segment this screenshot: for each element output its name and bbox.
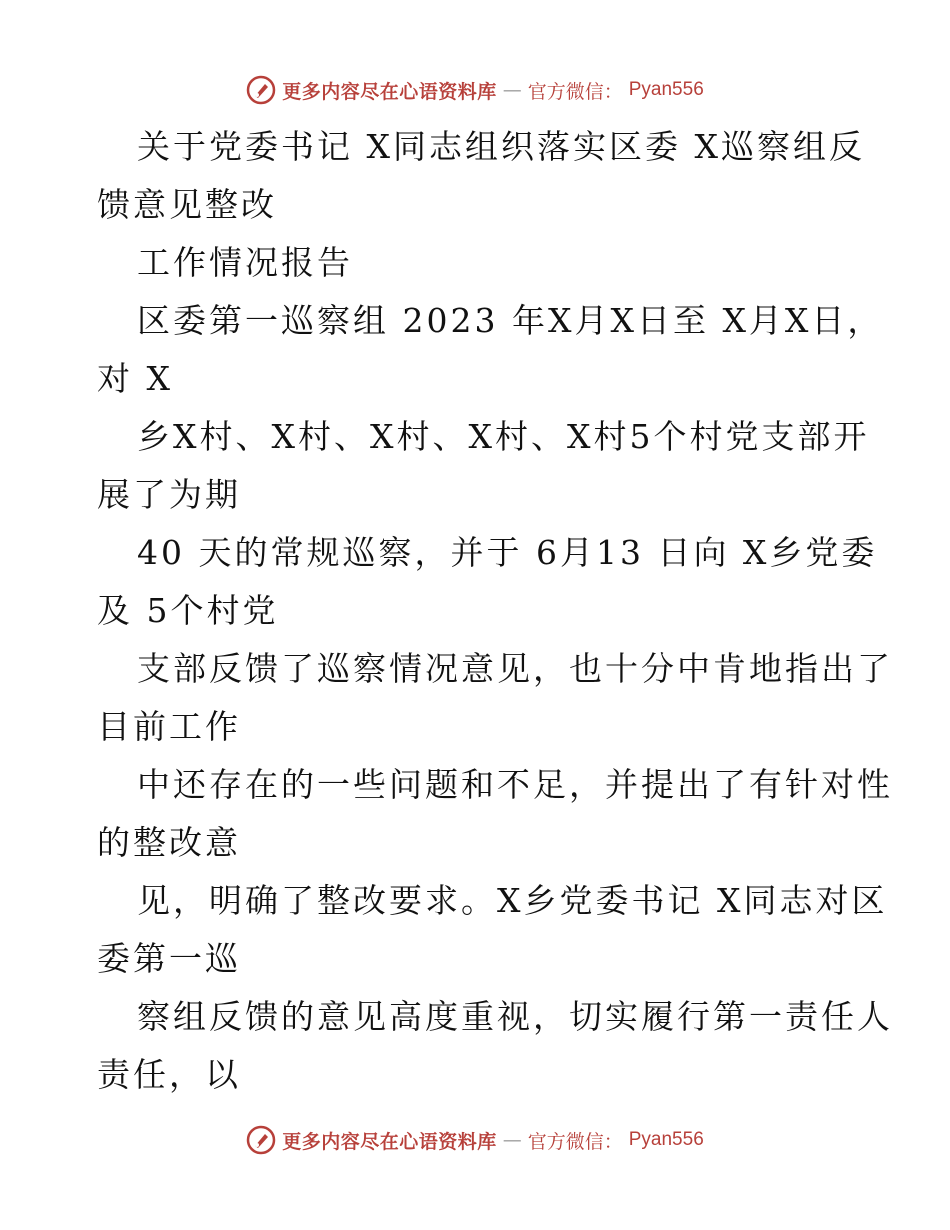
watermark-official-label: 官方微信： (527, 1130, 623, 1153)
watermark-brand-text: 更多内容尽在心语资料库 (282, 1130, 497, 1153)
watermark-dash: — (502, 79, 522, 101)
text-line: 支部反馈了巡察情况意见，也十分中肯地指出了 (137, 649, 893, 688)
document-body (97, 118, 893, 1104)
watermark-official-label: 官方微信： (527, 80, 623, 103)
text-line: 关于党委书记 X同志组织落实区委 X巡察组反 (137, 127, 865, 166)
text-line: 区委第一巡察组 2023 年X月X日至 X月X日， (137, 301, 884, 340)
text-line: 委第一巡 (97, 939, 241, 978)
footer-watermark (0, 1120, 950, 1160)
text-line: 中还存在的一些问题和不足，并提出了有针对性 (137, 765, 893, 804)
watermark-dash: — (502, 1129, 522, 1151)
text-line: 见，明确了整改要求。X乡党委书记 X同志对区 (137, 881, 888, 920)
text-line: 工作情况报告 (137, 243, 353, 282)
pen-nib-circle-icon (246, 75, 276, 105)
text-line: 馈意见整改 (97, 185, 277, 224)
text-line: 的整改意 (97, 823, 241, 862)
header-watermark (0, 70, 950, 110)
text-line: 展了为期 (97, 475, 241, 514)
text-line: 察组反馈的意见高度重视，切实履行第一责任人 (137, 997, 893, 1036)
pen-nib-circle-icon (246, 1125, 276, 1155)
watermark-wechat-id: Pyan556 (628, 79, 704, 100)
text-line: 40 天的常规巡察，并于 6月13 日向 X乡党委 (137, 533, 878, 572)
text-line: 及 5个村党 (97, 591, 279, 630)
text-line: 目前工作 (97, 707, 241, 746)
watermark-wechat-id: Pyan556 (628, 1129, 704, 1150)
text-line: 对 X (97, 359, 173, 398)
text-line: 责任，以 (97, 1055, 241, 1094)
watermark-brand-text: 更多内容尽在心语资料库 (282, 80, 497, 103)
text-line: 乡X村、X村、X村、X村、X村5个村党支部开 (137, 417, 870, 456)
